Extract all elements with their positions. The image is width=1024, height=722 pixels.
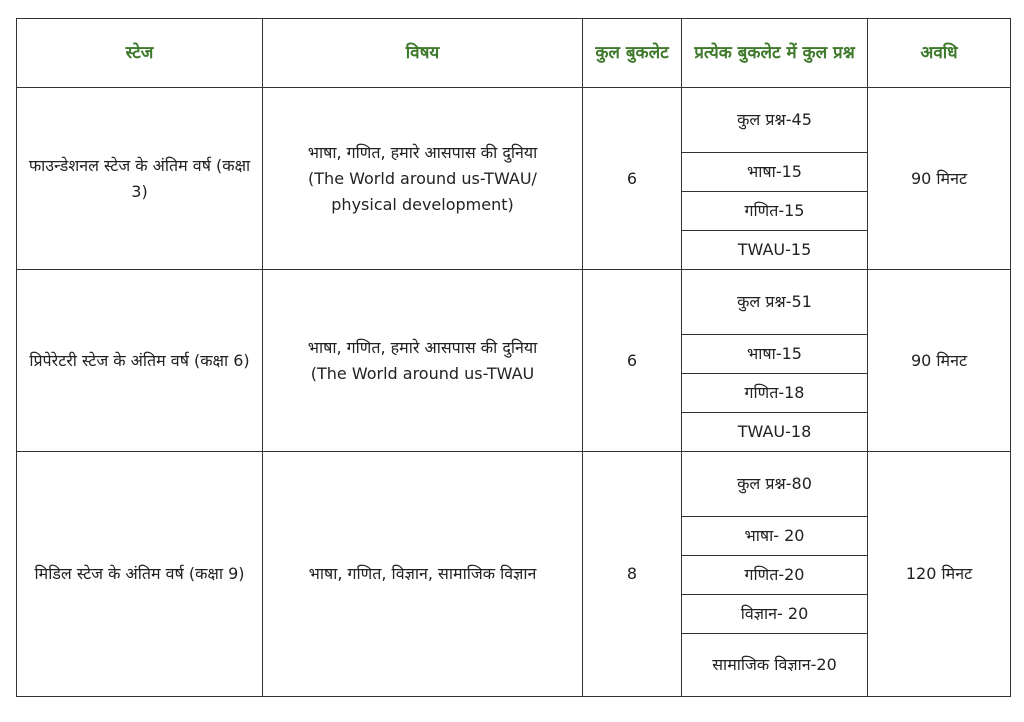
subject-line: भाषा, गणित, हमारे आसपास की दुनिया — [307, 337, 538, 357]
duration-cell: 90 मिनट — [868, 88, 1011, 270]
question-total-cell: कुल प्रश्न-51 — [682, 270, 868, 335]
question-cell: सामाजिक विज्ञान-20 — [682, 634, 868, 697]
booklets-cell: 6 — [583, 270, 682, 452]
booklets-cell: 8 — [583, 452, 682, 697]
header-subject: विषय — [263, 19, 583, 88]
booklets-cell: 6 — [583, 88, 682, 270]
stage-cell: प्रिपेरेटरी स्टेज के अंतिम वर्ष (कक्षा 6) — [17, 270, 263, 452]
header-duration: अवधि — [868, 19, 1011, 88]
question-cell: भाषा- 20 — [682, 517, 868, 556]
header-questions-per-booklet: प्रत्येक बुकलेट में कुल प्रश्न — [682, 19, 868, 88]
subject-cell — [263, 270, 583, 452]
question-cell: TWAU-15 — [682, 231, 868, 270]
header-stage: स्टेज — [17, 19, 263, 88]
table-row — [17, 88, 1011, 153]
table-row — [17, 452, 1011, 517]
subject-cell — [263, 88, 583, 270]
subject-line: physical development) — [331, 194, 514, 214]
question-cell: भाषा-15 — [682, 153, 868, 192]
table-row — [17, 270, 1011, 335]
table-header — [17, 19, 1011, 88]
question-cell: भाषा-15 — [682, 335, 868, 374]
question-cell: विज्ञान- 20 — [682, 595, 868, 634]
stage-cell: फाउन्डेशनल स्टेज के अंतिम वर्ष (कक्षा 3) — [17, 88, 263, 270]
exam-structure-table — [16, 18, 1011, 697]
duration-cell: 90 मिनट — [868, 270, 1011, 452]
duration-cell: 120 मिनट — [868, 452, 1011, 697]
question-cell: गणित-20 — [682, 556, 868, 595]
subject-cell: भाषा, गणित, विज्ञान, सामाजिक विज्ञान — [263, 452, 583, 697]
question-total-cell: कुल प्रश्न-80 — [682, 452, 868, 517]
question-cell: TWAU-18 — [682, 413, 868, 452]
header-total-booklets: कुल बुकलेट — [583, 19, 682, 88]
subject-line: (The World around us-TWAU — [310, 363, 535, 383]
question-total-cell: कुल प्रश्न-45 — [682, 88, 868, 153]
question-cell: गणित-18 — [682, 374, 868, 413]
stage-cell: मिडिल स्टेज के अंतिम वर्ष (कक्षा 9) — [17, 452, 263, 697]
subject-line: भाषा, गणित, हमारे आसपास की दुनिया — [307, 142, 538, 162]
subject-line: (The World around us-TWAU/ — [308, 168, 537, 188]
question-cell: गणित-15 — [682, 192, 868, 231]
